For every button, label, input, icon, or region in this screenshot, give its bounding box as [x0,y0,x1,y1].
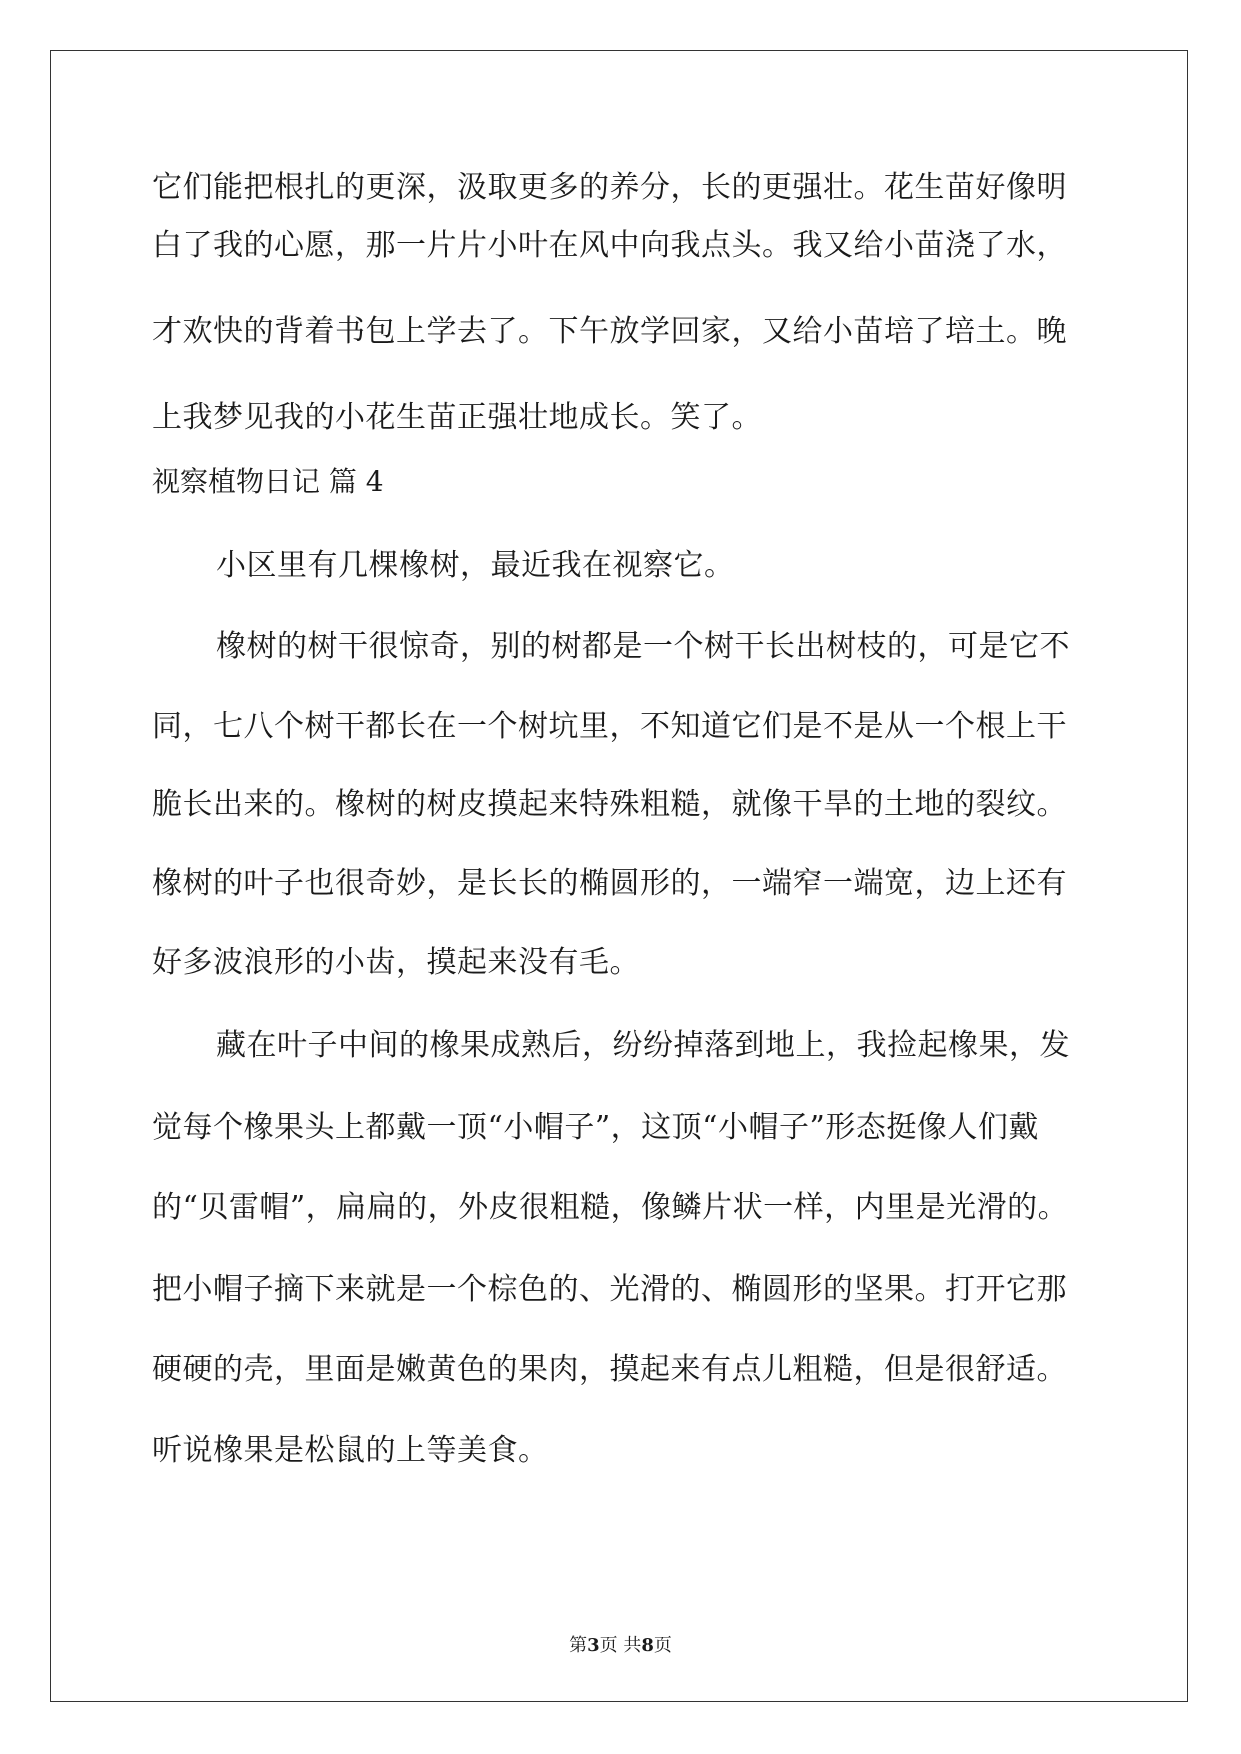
text-line: 它们能把根扎的更深，汲取更多的养分，长的更强壮。花生苗好像明 [152,170,1067,205]
text-line: 才欢快的背着书包上学去了。下午放学回家，又给小苗培了培土。晚 [152,314,1067,349]
text-line: 把小帽子摘下来就是一个棕色的、光滑的、椭圆形的坚果。打开它那 [152,1272,1067,1307]
text-line: 的“贝雷帽”，扁扁的，外皮很粗糙，像鳞片状一样，内里是光滑的。 [152,1190,1069,1225]
text-line: 橡树的叶子也很奇妙，是长长的椭圆形的，一端窄一端宽，边上还有 [152,866,1067,901]
text-line: 觉每个橡果头上都戴一顶“小帽子”，这顶“小帽子”形态挺像人们戴 [152,1110,1039,1145]
text-line: 硬硬的壳，里面是嫩黄色的果肉，摸起来有点儿粗糙，但是很舒适。 [152,1352,1067,1387]
footer-total-pages: 8 [641,1635,654,1656]
footer-mid: 页 共 [599,1635,642,1656]
footer-page-number: 3 [587,1635,600,1656]
footer-prefix: 第 [569,1635,588,1656]
text-line: 听说橡果是松鼠的上等美食。 [152,1433,549,1468]
text-line: 脆长出来的。橡树的树皮摸起来特殊粗糙，就像干旱的土地的裂纹。 [152,787,1067,822]
page-footer [0,1634,1241,1658]
text-line: 上我梦见我的小花生苗正强壮地成长。笑了。 [152,400,762,435]
section-heading: 视察植物日记 篇 4 [152,465,384,498]
text-line: 橡树的树干很惊奇，别的树都是一个树干长出树枝的，可是它不 [216,629,1070,664]
text-line: 同，七八个树干都长在一个树坑里，不知道它们是不是从一个根上干 [152,709,1067,744]
text-line: 好多波浪形的小齿，摸起来没有毛。 [152,945,640,980]
footer-suffix: 页 [653,1635,672,1656]
text-line: 藏在叶子中间的橡果成熟后，纷纷掉落到地上，我捡起橡果，发 [216,1028,1070,1063]
text-line: 小区里有几棵橡树，最近我在视察它。 [216,548,735,583]
text-line: 白了我的心愿，那一片片小叶在风中向我点头。我又给小苗浇了水， [152,228,1067,263]
